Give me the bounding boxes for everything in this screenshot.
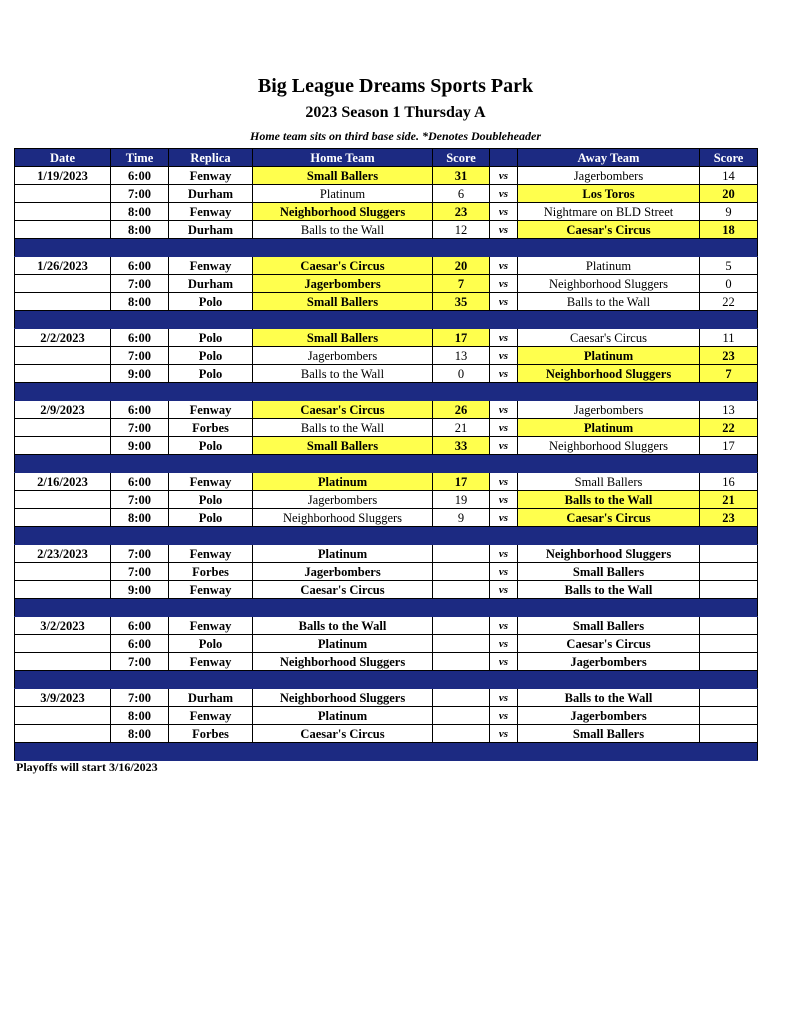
away-team-cell: Caesar's Circus: [518, 635, 700, 653]
table-row: [15, 491, 758, 509]
home-score-cell: [433, 707, 490, 725]
home-team-cell: Platinum: [253, 473, 433, 491]
home-score-cell: [433, 563, 490, 581]
page-title: Big League Dreams Sports Park: [257, 75, 534, 97]
vs-cell: vs: [490, 545, 518, 563]
home-team-cell: Neighborhood Sluggers: [253, 653, 433, 671]
table-row: [15, 563, 758, 581]
table-row: [15, 365, 758, 383]
table-row: [15, 437, 758, 455]
time-cell: 6:00: [111, 635, 169, 653]
home-score-cell: [433, 545, 490, 563]
playoffs-note: Playoffs will start 3/16/2023: [16, 760, 158, 774]
time-cell: 7:00: [111, 275, 169, 293]
home-team-cell: Small Ballers: [253, 329, 433, 347]
table-row: [15, 347, 758, 365]
replica-cell: Fenway: [169, 581, 253, 599]
week-separator: [15, 527, 758, 545]
page-subtitle: 2023 Season 1 Thursday A: [305, 104, 486, 121]
replica-cell: Polo: [169, 635, 253, 653]
vs-cell: vs: [490, 635, 518, 653]
home-team-cell: Balls to the Wall: [253, 419, 433, 437]
away-score-cell: 20: [700, 185, 758, 203]
col-header-home-team: Home Team: [253, 149, 433, 167]
away-team-cell: Caesar's Circus: [518, 221, 700, 239]
replica-cell: Durham: [169, 185, 253, 203]
date-cell: 1/19/2023: [15, 167, 111, 185]
time-cell: 7:00: [111, 563, 169, 581]
home-team-cell: Caesar's Circus: [253, 581, 433, 599]
time-cell: 8:00: [111, 707, 169, 725]
vs-cell: vs: [490, 581, 518, 599]
home-team-cell: Platinum: [253, 545, 433, 563]
col-header-vs: [490, 149, 518, 167]
replica-cell: Fenway: [169, 257, 253, 275]
away-score-cell: 18: [700, 221, 758, 239]
vs-cell: vs: [490, 329, 518, 347]
col-header-away-team: Away Team: [518, 149, 700, 167]
home-team-cell: Small Ballers: [253, 437, 433, 455]
away-team-cell: Balls to the Wall: [518, 293, 700, 311]
time-cell: 6:00: [111, 473, 169, 491]
replica-cell: Fenway: [169, 203, 253, 221]
week-separator: [15, 311, 758, 329]
date-cell: [15, 203, 111, 221]
table-row: [15, 419, 758, 437]
away-score-cell: 14: [700, 167, 758, 185]
week-separator: [15, 455, 758, 473]
replica-cell: Polo: [169, 293, 253, 311]
table-row: [15, 275, 758, 293]
table-row: [15, 725, 758, 743]
time-cell: 8:00: [111, 221, 169, 239]
page-note: Home team sits on third base side. *Denotes Doubleheader: [250, 129, 541, 143]
date-cell: [15, 347, 111, 365]
week-separator: [15, 383, 758, 401]
replica-cell: Fenway: [169, 167, 253, 185]
home-score-cell: 19: [433, 491, 490, 509]
home-team-cell: Jagerbombers: [253, 275, 433, 293]
time-cell: 6:00: [111, 257, 169, 275]
date-cell: [15, 635, 111, 653]
away-score-cell: 22: [700, 419, 758, 437]
away-score-cell: 22: [700, 293, 758, 311]
vs-cell: vs: [490, 365, 518, 383]
away-score-cell: 7: [700, 365, 758, 383]
table-row: [15, 689, 758, 707]
replica-cell: Polo: [169, 509, 253, 527]
schedule-body: [15, 167, 758, 761]
date-cell: 2/23/2023: [15, 545, 111, 563]
away-score-cell: 11: [700, 329, 758, 347]
home-team-cell: Neighborhood Sluggers: [253, 203, 433, 221]
table-header-row: [15, 149, 758, 167]
away-score-cell: 17: [700, 437, 758, 455]
away-score-cell: [700, 689, 758, 707]
col-header-replica: Replica: [169, 149, 253, 167]
away-team-cell: Platinum: [518, 347, 700, 365]
col-header-away-score: Score: [700, 149, 758, 167]
home-team-cell: Small Ballers: [253, 293, 433, 311]
away-team-cell: Jagerbombers: [518, 401, 700, 419]
date-cell: [15, 437, 111, 455]
time-cell: 7:00: [111, 347, 169, 365]
home-score-cell: [433, 635, 490, 653]
home-score-cell: [433, 689, 490, 707]
vs-cell: vs: [490, 401, 518, 419]
away-team-cell: Jagerbombers: [518, 653, 700, 671]
away-score-cell: 9: [700, 203, 758, 221]
away-score-cell: [700, 581, 758, 599]
date-cell: 3/9/2023: [15, 689, 111, 707]
home-score-cell: 21: [433, 419, 490, 437]
week-separator: [15, 599, 758, 617]
home-team-cell: Platinum: [253, 635, 433, 653]
away-score-cell: 23: [700, 347, 758, 365]
away-team-cell: Platinum: [518, 257, 700, 275]
home-score-cell: [433, 581, 490, 599]
replica-cell: Polo: [169, 437, 253, 455]
vs-cell: vs: [490, 707, 518, 725]
date-cell: [15, 563, 111, 581]
vs-cell: vs: [490, 437, 518, 455]
home-score-cell: [433, 725, 490, 743]
time-cell: 7:00: [111, 653, 169, 671]
home-team-cell: Caesar's Circus: [253, 725, 433, 743]
home-team-cell: Jagerbombers: [253, 347, 433, 365]
away-team-cell: Small Ballers: [518, 563, 700, 581]
col-header-date: Date: [15, 149, 111, 167]
table-row: [15, 167, 758, 185]
home-team-cell: Balls to the Wall: [253, 617, 433, 635]
home-team-cell: Jagerbombers: [253, 563, 433, 581]
away-team-cell: Platinum: [518, 419, 700, 437]
home-team-cell: Neighborhood Sluggers: [253, 509, 433, 527]
time-cell: 6:00: [111, 167, 169, 185]
replica-cell: Durham: [169, 221, 253, 239]
vs-cell: vs: [490, 689, 518, 707]
table-row: [15, 581, 758, 599]
date-cell: 1/26/2023: [15, 257, 111, 275]
away-team-cell: Balls to the Wall: [518, 581, 700, 599]
time-cell: 7:00: [111, 491, 169, 509]
time-cell: 8:00: [111, 293, 169, 311]
away-team-cell: Jagerbombers: [518, 707, 700, 725]
table-row: [15, 401, 758, 419]
time-cell: 8:00: [111, 725, 169, 743]
date-cell: [15, 707, 111, 725]
away-score-cell: 21: [700, 491, 758, 509]
vs-cell: vs: [490, 293, 518, 311]
vs-cell: vs: [490, 167, 518, 185]
date-cell: [15, 293, 111, 311]
vs-cell: vs: [490, 203, 518, 221]
away-team-cell: Neighborhood Sluggers: [518, 365, 700, 383]
replica-cell: Durham: [169, 689, 253, 707]
home-team-cell: Caesar's Circus: [253, 257, 433, 275]
away-score-cell: [700, 725, 758, 743]
time-cell: 9:00: [111, 581, 169, 599]
replica-cell: Polo: [169, 347, 253, 365]
away-team-cell: Neighborhood Sluggers: [518, 545, 700, 563]
home-score-cell: 33: [433, 437, 490, 455]
replica-cell: Polo: [169, 329, 253, 347]
date-cell: [15, 725, 111, 743]
time-cell: 8:00: [111, 203, 169, 221]
replica-cell: Fenway: [169, 617, 253, 635]
time-cell: 9:00: [111, 437, 169, 455]
table-row: [15, 635, 758, 653]
replica-cell: Forbes: [169, 563, 253, 581]
date-cell: [15, 365, 111, 383]
home-score-cell: 17: [433, 473, 490, 491]
vs-cell: vs: [490, 185, 518, 203]
vs-cell: vs: [490, 563, 518, 581]
table-row: [15, 545, 758, 563]
table-row: [15, 185, 758, 203]
home-team-cell: Platinum: [253, 185, 433, 203]
vs-cell: vs: [490, 473, 518, 491]
vs-cell: vs: [490, 509, 518, 527]
time-cell: 6:00: [111, 401, 169, 419]
away-team-cell: Los Toros: [518, 185, 700, 203]
vs-cell: vs: [490, 221, 518, 239]
date-cell: [15, 185, 111, 203]
replica-cell: Polo: [169, 365, 253, 383]
away-team-cell: Small Ballers: [518, 725, 700, 743]
away-team-cell: Neighborhood Sluggers: [518, 275, 700, 293]
vs-cell: vs: [490, 725, 518, 743]
home-team-cell: Small Ballers: [253, 167, 433, 185]
replica-cell: Fenway: [169, 473, 253, 491]
away-team-cell: Balls to the Wall: [518, 689, 700, 707]
time-cell: 7:00: [111, 419, 169, 437]
schedule-table: [14, 148, 758, 761]
week-separator: [15, 671, 758, 689]
away-team-cell: Nightmare on BLD Street: [518, 203, 700, 221]
away-score-cell: [700, 635, 758, 653]
vs-cell: vs: [490, 347, 518, 365]
home-team-cell: Platinum: [253, 707, 433, 725]
date-cell: 3/2/2023: [15, 617, 111, 635]
vs-cell: vs: [490, 257, 518, 275]
away-score-cell: [700, 653, 758, 671]
away-team-cell: Caesar's Circus: [518, 509, 700, 527]
home-score-cell: 13: [433, 347, 490, 365]
home-team-cell: Balls to the Wall: [253, 365, 433, 383]
away-team-cell: Jagerbombers: [518, 167, 700, 185]
replica-cell: Fenway: [169, 653, 253, 671]
table-row: [15, 707, 758, 725]
table-row: [15, 293, 758, 311]
col-header-time: Time: [111, 149, 169, 167]
time-cell: 7:00: [111, 185, 169, 203]
replica-cell: Forbes: [169, 419, 253, 437]
replica-cell: Fenway: [169, 401, 253, 419]
date-cell: [15, 419, 111, 437]
away-score-cell: [700, 617, 758, 635]
home-score-cell: [433, 617, 490, 635]
away-score-cell: 16: [700, 473, 758, 491]
away-team-cell: Balls to the Wall: [518, 491, 700, 509]
away-score-cell: 0: [700, 275, 758, 293]
home-score-cell: 9: [433, 509, 490, 527]
replica-cell: Polo: [169, 491, 253, 509]
home-team-cell: Neighborhood Sluggers: [253, 689, 433, 707]
home-score-cell: 23: [433, 203, 490, 221]
away-score-cell: 23: [700, 509, 758, 527]
home-score-cell: 31: [433, 167, 490, 185]
table-row: [15, 473, 758, 491]
date-cell: 2/16/2023: [15, 473, 111, 491]
away-score-cell: 13: [700, 401, 758, 419]
away-score-cell: [700, 545, 758, 563]
replica-cell: Forbes: [169, 725, 253, 743]
time-cell: 7:00: [111, 545, 169, 563]
away-score-cell: [700, 563, 758, 581]
vs-cell: vs: [490, 617, 518, 635]
week-separator: [15, 239, 758, 257]
date-cell: [15, 491, 111, 509]
home-team-cell: Balls to the Wall: [253, 221, 433, 239]
date-cell: [15, 581, 111, 599]
time-cell: 6:00: [111, 329, 169, 347]
time-cell: 6:00: [111, 617, 169, 635]
vs-cell: vs: [490, 275, 518, 293]
table-row: [15, 617, 758, 635]
home-team-cell: Jagerbombers: [253, 491, 433, 509]
replica-cell: Fenway: [169, 545, 253, 563]
table-row: [15, 509, 758, 527]
home-score-cell: 12: [433, 221, 490, 239]
table-row: [15, 203, 758, 221]
away-team-cell: Small Ballers: [518, 473, 700, 491]
date-cell: 2/2/2023: [15, 329, 111, 347]
home-score-cell: 6: [433, 185, 490, 203]
time-cell: 7:00: [111, 689, 169, 707]
date-cell: [15, 509, 111, 527]
vs-cell: vs: [490, 419, 518, 437]
vs-cell: vs: [490, 653, 518, 671]
home-score-cell: 7: [433, 275, 490, 293]
replica-cell: Fenway: [169, 707, 253, 725]
home-score-cell: 26: [433, 401, 490, 419]
table-row: [15, 329, 758, 347]
away-team-cell: Small Ballers: [518, 617, 700, 635]
home-team-cell: Caesar's Circus: [253, 401, 433, 419]
col-header-home-score: Score: [433, 149, 490, 167]
date-cell: [15, 653, 111, 671]
home-score-cell: 17: [433, 329, 490, 347]
time-cell: 8:00: [111, 509, 169, 527]
table-row: [15, 257, 758, 275]
table-row: [15, 653, 758, 671]
vs-cell: vs: [490, 491, 518, 509]
date-cell: [15, 275, 111, 293]
date-cell: 2/9/2023: [15, 401, 111, 419]
away-score-cell: 5: [700, 257, 758, 275]
home-score-cell: 35: [433, 293, 490, 311]
home-score-cell: 20: [433, 257, 490, 275]
away-team-cell: Neighborhood Sluggers: [518, 437, 700, 455]
replica-cell: Durham: [169, 275, 253, 293]
home-score-cell: [433, 653, 490, 671]
home-score-cell: 0: [433, 365, 490, 383]
away-score-cell: [700, 707, 758, 725]
table-row: [15, 221, 758, 239]
week-separator: [15, 743, 758, 761]
date-cell: [15, 221, 111, 239]
away-team-cell: Caesar's Circus: [518, 329, 700, 347]
time-cell: 9:00: [111, 365, 169, 383]
